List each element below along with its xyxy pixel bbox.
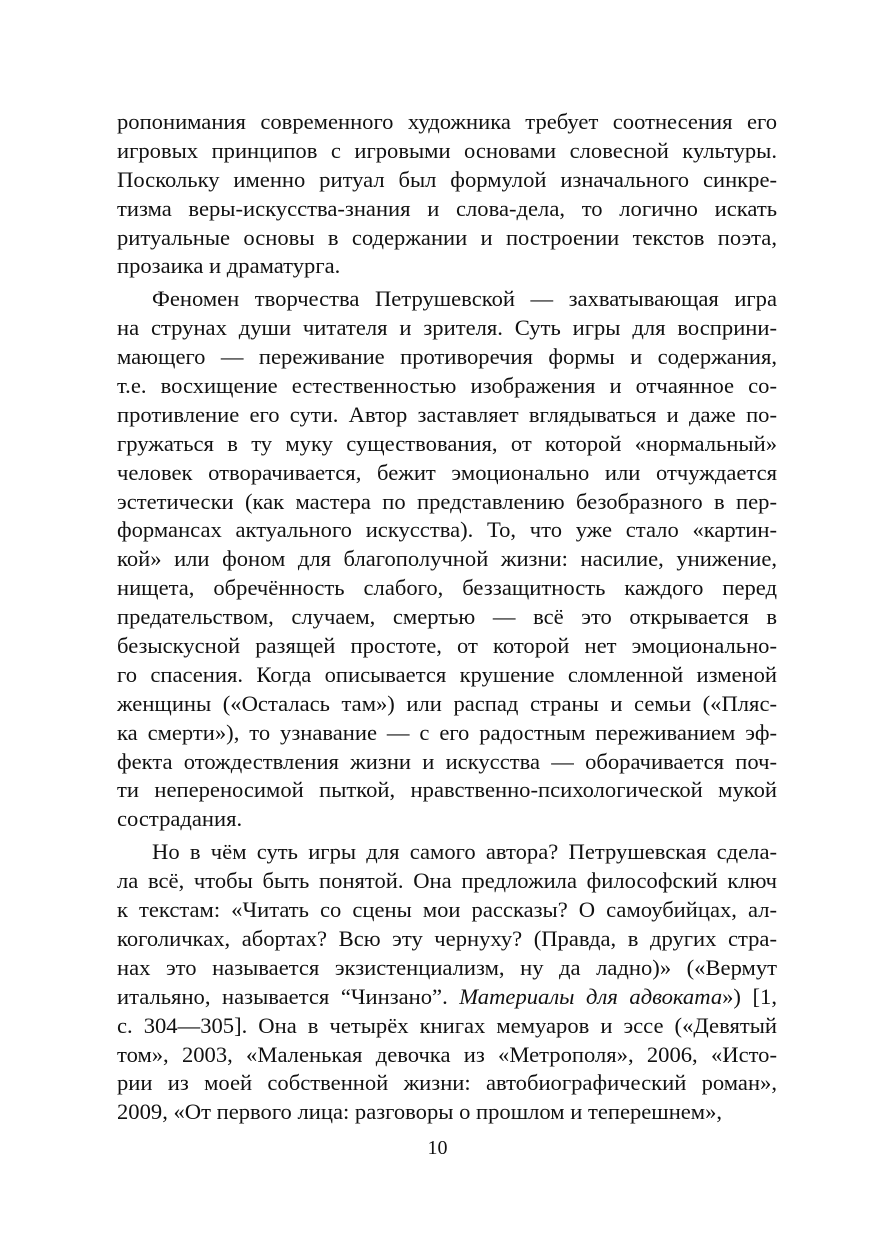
text-segment: гружаться в ту муку существования, от которой «нормальный» <box>117 430 777 456</box>
text-line <box>117 1098 777 1127</box>
text-line <box>117 516 777 545</box>
text-segment: формансах актуального искусства). То, что уже стало «картин- <box>117 517 777 543</box>
text-line <box>117 983 777 1012</box>
text-segment: человек отворачивается, бежит эмоционально или отчуждается <box>117 459 777 485</box>
text-body <box>117 108 777 1127</box>
text-segment: коголичках, абортах? Всю эту чернуху? (Правда, в других стра- <box>117 925 777 951</box>
italic-text: Материалы для адвоката <box>459 983 723 1009</box>
text-line <box>117 401 777 430</box>
text-line <box>117 1012 777 1041</box>
text-segment: к текстам: «Читать со сцены мои рассказы? О самоубийцах, ал- <box>117 897 777 923</box>
text-line <box>117 459 777 488</box>
text-line <box>117 805 777 834</box>
text-line <box>117 896 777 925</box>
text-segment: с. 304—305]. Она в четырёх книгах мемуаров и эссе («Девятый <box>117 1012 777 1038</box>
text-segment: Поскольку именно ритуал был формулой изначального синкре- <box>117 166 777 192</box>
text-segment: 2009, «От первого лица: разговоры о прошлом и теперешнем», <box>117 1099 723 1125</box>
text-line <box>117 343 777 372</box>
text-segment: ла всё, чтобы быть понятой. Она предложила философский ключ <box>117 868 777 894</box>
text-segment: Феномен творчества Петрушевской — захватывающая игра <box>152 286 777 312</box>
page-text <box>117 108 777 1127</box>
text-segment: ропонимания современного художника требует соотнесения его <box>117 109 777 134</box>
text-segment: безыскусной разящей простоте, от которой нет эмоционально- <box>117 633 777 659</box>
text-line <box>117 488 777 517</box>
text-line <box>117 430 777 459</box>
text-segment: женщины («Осталась там») или распад страны и семьи («Пляс- <box>117 690 777 716</box>
text-segment: мающего — переживание противоречия формы и содержания, <box>117 344 777 370</box>
text-line <box>117 1041 777 1070</box>
paragraph-3 <box>117 838 777 1127</box>
text-segment: ка смерти»), то узнавание — с его радостным переживанием эф- <box>117 719 777 745</box>
text-segment: ») [1, <box>722 983 777 1009</box>
text-segment: предательством, случаем, смертью — всё это открывается в <box>117 604 777 630</box>
text-line <box>117 632 777 661</box>
text-segment: нищета, обречённость слабого, беззащитность каждого перед <box>117 575 777 601</box>
text-line <box>117 137 777 166</box>
text-line <box>117 1069 777 1098</box>
page-number: 10 <box>427 1137 448 1159</box>
text-segment: Но в чём суть игры для самого автора? Петрушевская сдела- <box>152 839 777 865</box>
text-segment: эстетически (как мастера по представлению безобразного в пер- <box>117 488 777 514</box>
text-segment: кой» или фоном для благополучной жизни: насилие, унижение, <box>117 546 777 572</box>
text-line <box>117 776 777 805</box>
text-line <box>117 838 777 867</box>
text-line <box>117 867 777 896</box>
text-segment: фекта отождествления жизни и искусства — оборачивается поч- <box>117 748 777 774</box>
text-segment: игровых принципов с игровыми основами словесной культуры. <box>117 137 777 163</box>
text-line <box>117 574 777 603</box>
paragraph-2 <box>117 285 777 834</box>
text-segment: т.е. восхищение естественностью изображения и отчаянное со- <box>117 373 777 399</box>
text-line <box>117 314 777 343</box>
text-line <box>117 690 777 719</box>
text-line <box>117 748 777 777</box>
text-line <box>117 252 777 281</box>
text-segment: на струнах души читателя и зрителя. Суть игры для восприни- <box>117 315 777 341</box>
text-line <box>117 224 777 253</box>
text-line <box>117 661 777 690</box>
text-line <box>117 195 777 224</box>
text-segment: прозаика и драматурга. <box>117 253 341 279</box>
text-segment: го спасения. Когда описывается крушение сломленной изменой <box>117 661 777 687</box>
text-segment: ти непереносимой пыткой, нравственно-психологической мукой <box>117 777 777 803</box>
text-line <box>117 719 777 748</box>
text-segment: том», 2003, «Маленькая девочка из «Метрополя», 2006, «Исто- <box>117 1041 777 1067</box>
text-segment: сострадания. <box>117 806 243 832</box>
paragraph-1 <box>117 108 777 281</box>
text-line <box>117 285 777 314</box>
text-segment: нах это называется экзистенциализм, ну да ладно)» («Вермут <box>117 954 777 980</box>
text-line <box>117 166 777 195</box>
text-segment: ритуальные основы в содержании и построении текстов поэта, <box>117 224 777 250</box>
text-line <box>117 545 777 574</box>
text-segment: противление его сути. Автор заставляет вглядываться и даже по- <box>117 401 777 427</box>
text-line <box>117 108 777 137</box>
text-segment: тизма веры-искусства-знания и слова-дела, то логично искать <box>117 195 777 221</box>
text-segment: рии из моей собственной жизни: автобиографический роман», <box>117 1070 777 1096</box>
text-line <box>117 372 777 401</box>
text-line <box>117 925 777 954</box>
text-line <box>117 954 777 983</box>
text-line <box>117 603 777 632</box>
text-segment: итальяно, называется “Чинзано”. <box>117 983 460 1009</box>
